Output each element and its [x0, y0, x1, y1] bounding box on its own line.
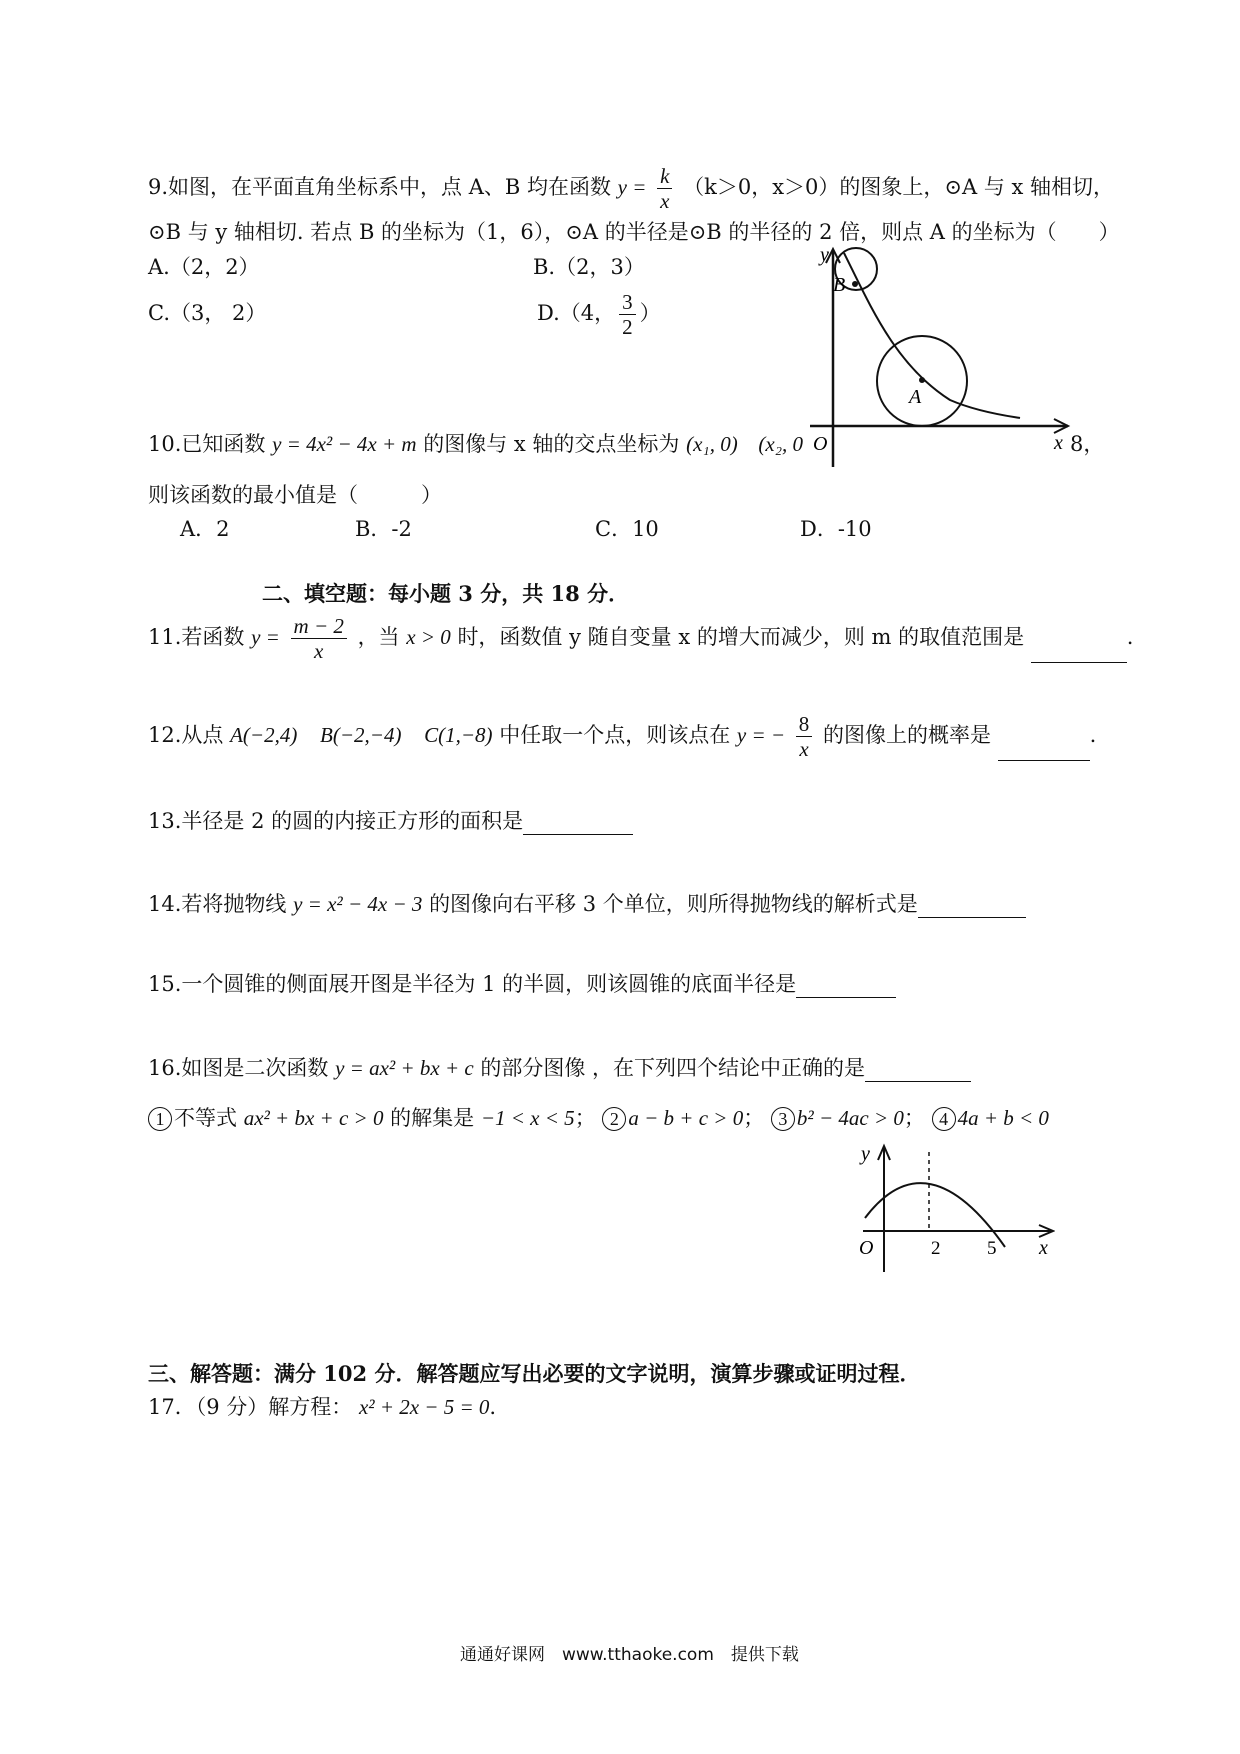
q9-x-label: x [1054, 432, 1063, 454]
q10-point2: (x₂, 0 [758, 432, 804, 456]
q12-mid: 中任取一个点，则该点在 [499, 723, 731, 747]
q16-circled-2: 2 [602, 1107, 626, 1131]
q9-func-den: x [660, 189, 670, 213]
q16-sep-3: ； [903, 1106, 925, 1130]
q9-a-label: A [909, 386, 922, 408]
q9-option-a: A.（2，2） [148, 255, 260, 279]
q16-statements [148, 1104, 1049, 1132]
q13 [148, 807, 633, 835]
q11-num: m − 2 [291, 614, 347, 639]
q16-pre: 16.如图是二次函数 [148, 1056, 329, 1080]
q10-mid: 的图像与 x 轴的交点坐标为 [423, 432, 680, 456]
q10-line2: 则该函数的最小值是（ ） [148, 483, 442, 507]
q16-s4: 4a + b < 0 [957, 1106, 1049, 1130]
q16-func: y = ax² + bx + c [335, 1056, 474, 1080]
q16-tick-2: 2 [931, 1238, 941, 1259]
q10-point1: (x₁, 0) [686, 432, 738, 456]
q16-origin-label: O [859, 1237, 874, 1259]
q16-s1-mid: 的解集是 [390, 1106, 475, 1130]
q16-y-label: y [861, 1143, 870, 1165]
q9-option-b: B.（2，3） [533, 255, 645, 279]
q11-post: 时，函数值 y 随自变量 x 的增大而减少，则 m 的取值范围是 [457, 625, 1025, 649]
q9-func-num: k [657, 164, 672, 189]
section-3-heading: 三、解答题：满分 102 分．解答题应写出必要的文字说明，演算步骤或证明过程． [148, 1361, 921, 1386]
page-footer: 通通好课网 www.tthaoke.com 提供下载 [460, 1645, 799, 1665]
q9-origin-label: O [813, 433, 828, 455]
q13-text: 13.半径是 2 的圆的内接正方形的面积是 [148, 809, 524, 833]
q16-circled-3: 3 [771, 1107, 795, 1131]
q16-sep-2: ； [743, 1106, 765, 1130]
q12-pre: 12.从点 [148, 723, 224, 747]
q9-b-label: B [833, 274, 846, 296]
q12-end: . [1089, 723, 1097, 747]
q10-func: y = 4x² − 4x + m [272, 432, 417, 456]
q12-fraction [796, 712, 813, 761]
q17 [148, 1393, 496, 1421]
q9-hyperbola-curve [844, 253, 1020, 418]
q10-option-b: B．-2 [355, 517, 412, 541]
q9-stem-a: 9.如图，在平面直角坐标系中，点 A、B 均在函数 [148, 175, 611, 199]
q15-text: 15.一个圆锥的侧面展开图是半径为 1 的半圆，则该圆锥的底面半径是 [148, 972, 797, 996]
q12-answer-blank[interactable] [998, 738, 1090, 761]
q16-sep-1: ； [574, 1106, 596, 1130]
q9-stem-b: （k＞0，x＞0）的图象上，⊙A 与 x 轴相切， [683, 175, 1115, 199]
q15-answer-blank[interactable] [796, 975, 896, 998]
q9-point-b [852, 281, 858, 287]
q12 [148, 712, 1096, 761]
q10-stem [148, 430, 803, 458]
q17-pre: 17．（9 分）解方程： [148, 1395, 353, 1419]
q11-mid: ，当 [357, 625, 400, 649]
q16-x-label: x [1039, 1237, 1048, 1259]
q14-answer-blank[interactable] [918, 895, 1026, 918]
q16-s2: a − b + c > 0 [628, 1106, 744, 1130]
q12-point-b: B(−2,−4) [320, 723, 402, 747]
q12-num: 8 [796, 712, 813, 737]
q9-option-c: C.（3， 2） [148, 301, 267, 325]
q16-circled-4: 4 [932, 1107, 956, 1131]
q11-lhs: y = [251, 625, 280, 649]
q14-post: 的图像向右平移 3 个单位，则所得抛物线的解析式是 [429, 892, 918, 916]
q12-point-c: C(1,−8) [424, 723, 493, 747]
q9-figure [800, 245, 1080, 470]
q9-option-d-pre: D.（4， [537, 301, 616, 325]
q16-answer-blank[interactable] [865, 1059, 971, 1082]
q14-pre: 14.若将抛物线 [148, 892, 287, 916]
q9-func-fraction [657, 164, 672, 213]
q15 [148, 970, 896, 998]
q9-func-lhs: y = [617, 175, 647, 199]
q16-stem [148, 1054, 971, 1082]
q16-s1-range: −1 < x < 5 [480, 1106, 575, 1130]
q11-condition: x > 0 [406, 625, 451, 649]
q16-post: 的部分图像 ，在下列四个结论中正确的是 [480, 1056, 866, 1080]
section-2-heading: 二、填空题：每小题 3 分，共 18 分． [262, 581, 630, 606]
q12-den: x [799, 737, 809, 761]
q9-option-d-num: 3 [619, 290, 636, 315]
q10-tail: 8， [1070, 432, 1105, 456]
q16-s1-pre: 不等式 [174, 1106, 237, 1130]
q14-func: y = x² − 4x − 3 [293, 892, 423, 916]
q10-option-d: D．-10 [800, 517, 872, 541]
q10-option-c: C．10 [595, 517, 659, 541]
q13-answer-blank[interactable] [523, 812, 633, 835]
q11-pre: 11.若函数 [148, 625, 245, 649]
q16-s3: b² − 4ac > 0 [796, 1106, 904, 1130]
q9-y-label: y [820, 245, 829, 266]
q9-stem [148, 164, 1114, 213]
q11-answer-blank[interactable] [1031, 640, 1127, 663]
q11-den: x [314, 639, 324, 663]
q10-pre: 10.已知函数 [148, 432, 266, 456]
q16-circled-1: 1 [148, 1107, 172, 1131]
q12-lhs: y = − [736, 723, 786, 747]
q16-s1-formula: ax² + bx + c > 0 [243, 1106, 384, 1130]
q12-post: 的图像上的概率是 [822, 723, 991, 747]
q9-option-d-post: ） [639, 301, 661, 325]
q16-figure [855, 1140, 1055, 1275]
q10-option-a: A．2 [180, 517, 230, 541]
q12-point-a: A(−2,4) [230, 723, 298, 747]
q9-option-d-den: 2 [622, 315, 633, 339]
q17-end: . [489, 1395, 497, 1419]
q9-point-a [919, 377, 925, 383]
q9-option-d-fraction [619, 290, 636, 339]
q11-fraction [291, 614, 347, 663]
q11 [148, 614, 1133, 663]
q17-equation: x² + 2x − 5 = 0 [358, 1395, 490, 1419]
q14 [148, 890, 1026, 918]
q9-line2: ⊙B 与 y 轴相切. 若点 B 的坐标为（1，6），⊙A 的半径是⊙B 的半径的 2 倍，则点 A 的坐标为（ ） [148, 220, 1120, 244]
q11-end: . [1126, 625, 1134, 649]
q16-tick-5: 5 [987, 1238, 997, 1259]
q9-option-d [537, 290, 661, 339]
